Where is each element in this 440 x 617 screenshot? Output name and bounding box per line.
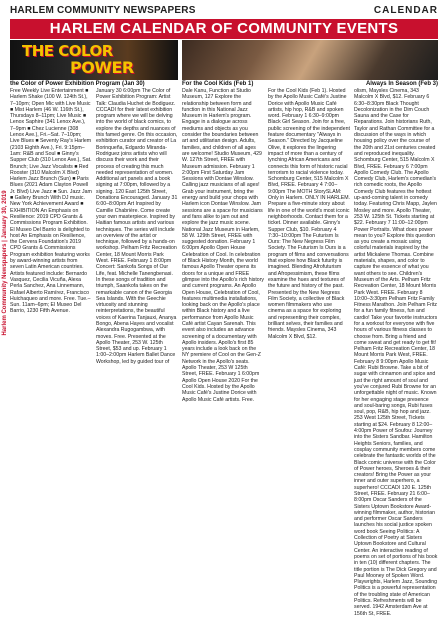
poster-title-line1: THE COLOR xyxy=(22,42,113,60)
section-name: CALENDAR xyxy=(373,4,438,16)
photo-caption-middle: For the Cool Kids (Feb 1) xyxy=(182,81,254,87)
column-5: olism, Maysles Cinema, 343 Malcolm X Blvd, $12. February 6 6:30–8:30pm Black Thought Decolonization in the Dim Couch Sauna and the Case for Reparations. Join historians Ruth, Taylor and Rathan Committee for a discussion of the ways in which housing policy over the course of the 20th and 21st centuries created and reproduced inequality. Schomburg Center, 515 Malcolm X Blvd, FREE. February 6 7:00pm Apollo Comedy Club. The Apollo Comedy Club, Harlem's comedian's rich comedic roots, the Apollo Comedy Club features the hottest up-and-coming talent in comedy today. Featuring Chris Mapp, Jaylen Mosley and more. Apollo Theater, 253 W. 125th St. Tickets starting at $22. February 7 11:00–12:00pm Power Portraits. What does power mean to you? Explore this question as you create a mosaic using colorful materials inspired by the artist Mickalene Thomas. Combine materials, shapes, and color to capture the essence of what you want others to see. Children's Museum of the Arts. Pelham Fritz Recreation Center, 18 Mount Morris Park West. FREE. February 8 10:00–3:30pm Pelham Fritz Family Fitness Marathon. Join Pelham Fritz for a fun family fitness, fun and cardio! Take your favorite instructors for a workout for everyone with five hours of various fitness classes to choose from. Bring a friend and come sweat and get ready to get fit! Pelham Fritz Recreation Center, 18 Mount Morris Park West, FREE. February 8 9:00pm Apollo Music Café: Rubi Browne. Take a bit of sugar with cinnamon and spice and just the right amount of soul and you've conjured Rubi Browne for an unforgettable night of music. Known for her engaging stage presence and soul-baring songs, Rubi fuses soul, pop, R&B, hip hop and jazz. 253 West 125th Street, Tickets starting at $24. February 8 12:00–4:00pm Power of Soufou: Journey into the Sisters Sandbar. Hamilton Heights Seniors, families, and cosplay community members come celebrate the fantastic worlds of the Black comic universe with the Color of Power heroes, Sheroes & their creators! Bring the Power as your inner and outer superhero, a superhero! CCCADI 120 E. 125th Street, FREE. February 21 6:00–8:00pm Oscar Sanders of the Sisters Uptown Bookstore Award-winning filmmaker, author, historian and performer Oscar Sanders launches his social justice spoken word book Seeing Politics: A Collection of Poetry at Sisters Uptown Bookstore and Cultural Center. An interactive reading of poems on set of portions of his book in ten (10) different chapters. The title portion is The Dick Gregory and Paul Mooney of Spoken Word. Playwrights, Harlem Jazz, Sounding Politics is a powerful representation of the troubling state of American Politics. Refreshments will be served. 1942 Amsterdam Ave at 156th St, FREE. xyxy=(354,88,438,617)
column-2: January 30 6:00pm The Color of Power Exhibition Program: Artist Talk: Claudia Huchet de Bodiguez. CCCADI for their latest exhibition program where we will be delving into the world of black comics, to explore the depths and nuances of this famed genre. On this occasion, exhibition curator and creator of La Borinqueña, Edgardo Miranda-Rodriguez joins artists who will discuss their work and their process of creating this much needed representation of women. Additional art panels and a book signing at 7:00pm, followed by a signing. 120 East 125th Street, Donations Encouraged. January 31 6:00–8:00pm Art Inspired by Camille Chabrière. Come create your own masterpiece. Inspired by Haitian famous artists and various techniques. The series will include an overview of the artist or technique, followed by a hands-on workshop. Pelham Fritz Recreation Center, 18 Mount Morris Park West. FREE. February 1 8:00pm Concert: Sankofa Songs of Our Life, feat. Michelle Tanengbenasi. In these songs of tradition and triumph, Saankofa takes on the remarkable canon of the Georgia Sea Islands. With the Geechie virtuosity and stunning reinterpretations, the beautiful voices of Kaerina Tanjauxi, Ananya Bongo, Abena Hayes and vocalist Alexandra Rugogambwa, with moves. Free. Presented at the Apollo Theater, 253 W. 125th Street, $53 and up. February 1 1:00–2:00pm Harlem Ballet Dance Workshop, led by guided tour of xyxy=(96,88,178,365)
publication-name: HARLEM COMMUNITY NEWSPAPERS xyxy=(10,4,196,16)
poster-title-line2: POWER xyxy=(70,58,134,77)
poster-caption: the Color of Power Exhibition Program (Jan 30) xyxy=(10,81,145,87)
column-1: Free Weekly Live Entertainment ■ Harlem Shake (100 W. 124th St.), 7–10pm; Open Mic with Live Music ■ Mist Harlem (46 W. 116th St.), Thursdays 8–11pm; Live Music ■ Lenox Saphire (341 Lenox Ave.), 7–9pm ■ Chez Lucienne (308 Lenox Ave.), Fri.–Sat. 7–10pm; Live Blues ■ Seventy Ray's Harlem (2103 Eighth Ave.), Fri. 9:15pm–1am: R&B and Soul ■ Ginny's Supper Club (310 Lenox Ave.), Sat. Brunch; Live Jazz Vocalists ■ Red Rooster (310 Malcolm X Blvd) Harlem Jazz Brunch (Sun) ■ Paris Blues (2021 Adam Clayton Powell Jr. Blvd) Live Jazz ■ Sun. Jazz Jam ■ Gallery Brunch With DJ music. New York Achievement Award ■ EXHIBITION An Emphasis on Resilience: 2019 CPD Grants & Commissions Program Exhibition. El Museo Del Barrio is delighted to host An Emphasis on Resilience, the Cervera Foundation's 2019 CPD Grants & Commissions Program exhibition featuring works by award-winning artists from seven Latin American countries. Artists featured include: Bernardo Vasquez, Cecilia Vicuña, Alexa Perla Sanchez, Ana Linnemann, Rafael Alberto Ramírez, Francisco Huichaqueo and more. Free. Tue.–Sun. 11am–6pm; El Museo Del Barrio, 1230 Fifth Avenue. xyxy=(10,88,92,315)
side-label xyxy=(0,60,9,480)
color-of-power-poster xyxy=(10,40,178,80)
photo-caption-right: Always In Season (Feb 3) xyxy=(365,81,438,87)
page-banner: HARLEM CALENDAR OF COMMUNITY EVENTS xyxy=(10,19,438,39)
event-photo xyxy=(182,40,438,80)
column-3: Dale Kanu, Function at Studio Museum, 127 Explore the relationship between form and function in this National Jazz Museum in Harlem's program. Engage in a dialogue across mediums and objects as you consider the boundaries between art and utilitarian design. Adults, families, and children of all ages are welcome! Studio Museum, 429 W. 127th Street, FREE with Museum admission. February 1 2:00pm First Saturday Jam Sessions with Dontae Winslow. Calling jazz musicians of all ages! Grab your instrument, bring the energy and build your chops with Harlem icon Dontae Winslow. Jam sessions are a space for musicians and fans alike to jam out and explore the jazz music scene. National Jazz Museum in Harlem, 58 W. 129th Street, FREE with suggested donation. February 1 6:00pm Apollo Open House Celebration of Cool. In celebration of Black History Month, the world famous Apollo Theater opens its doors for a unique and FREE glimpse into the Apollo's rich history and current programs. An Apollo Open House, Celebration of Cool, features multimedia installations, looking back on the Apollo's place within Black history and a live performance from Apollo Music Café artist Cayan Sarenah. This event also includes an advance screening of a documentary with Apollo insiders. Apollo's first 85 years include a look back on the NY premiere of Cool on the Gen-Z Network in the Apollo's seats. Apollo Theater, 253 W 125th Street, FREE. February 1 6:00pm Apollo Open House 2020 For the Cool Kids. Hosted by the Apollo Music Café's Justine Dorice with Apollo Music Café artists. Free. xyxy=(182,88,265,403)
side-label-text: Harlem Community Newspapers | January 30, 2019 xyxy=(2,190,8,336)
top-bar xyxy=(10,2,438,18)
column-4: For the Cool Kids (Feb 1). Hosted by the Apollo Music Café's Justine Dorice with Apollo Music Café artists, hip hop, R&B and spoken word. February 1 6:30–9:00pm Black Girl Season. Join for a free, public screening of the independent feature documentary "Always in Season." Directed by Jacqueline Olive, it explores the lingering impact of more than a century of lynching African Americans and connects this form of historic racial terrorism to racial violence today. Schomburg Center, 515 Malcolm X Blvd, FREE. February 4 7:00–9:00pm The MOTH StorySLAM: Only in Harlem. ONLY IN HARLEM. Prepare a five-minute story about life in one of the world's most iconic neighborhoods. Contact them for a ticket. Dinner available. Ginny's Supper Club, $10. February 4 7:30–10:00pm The Futurism Is Ours: The New Negress Film Society. The Futurism Is Ours is a program of films and conversations that explore how Black futurity is imagined. Blending Afrofuturism and Afropessimism, these films examine the hues and textures of the future and history of the past. Presented by the New Negress Film Society, a collective of Black women filmmakers who use cinema as a space for exploring and representing their complex, brilliant selves, their families and friends. Maysles Cinema, 343 Malcolm X Blvd, $12. xyxy=(268,88,350,340)
